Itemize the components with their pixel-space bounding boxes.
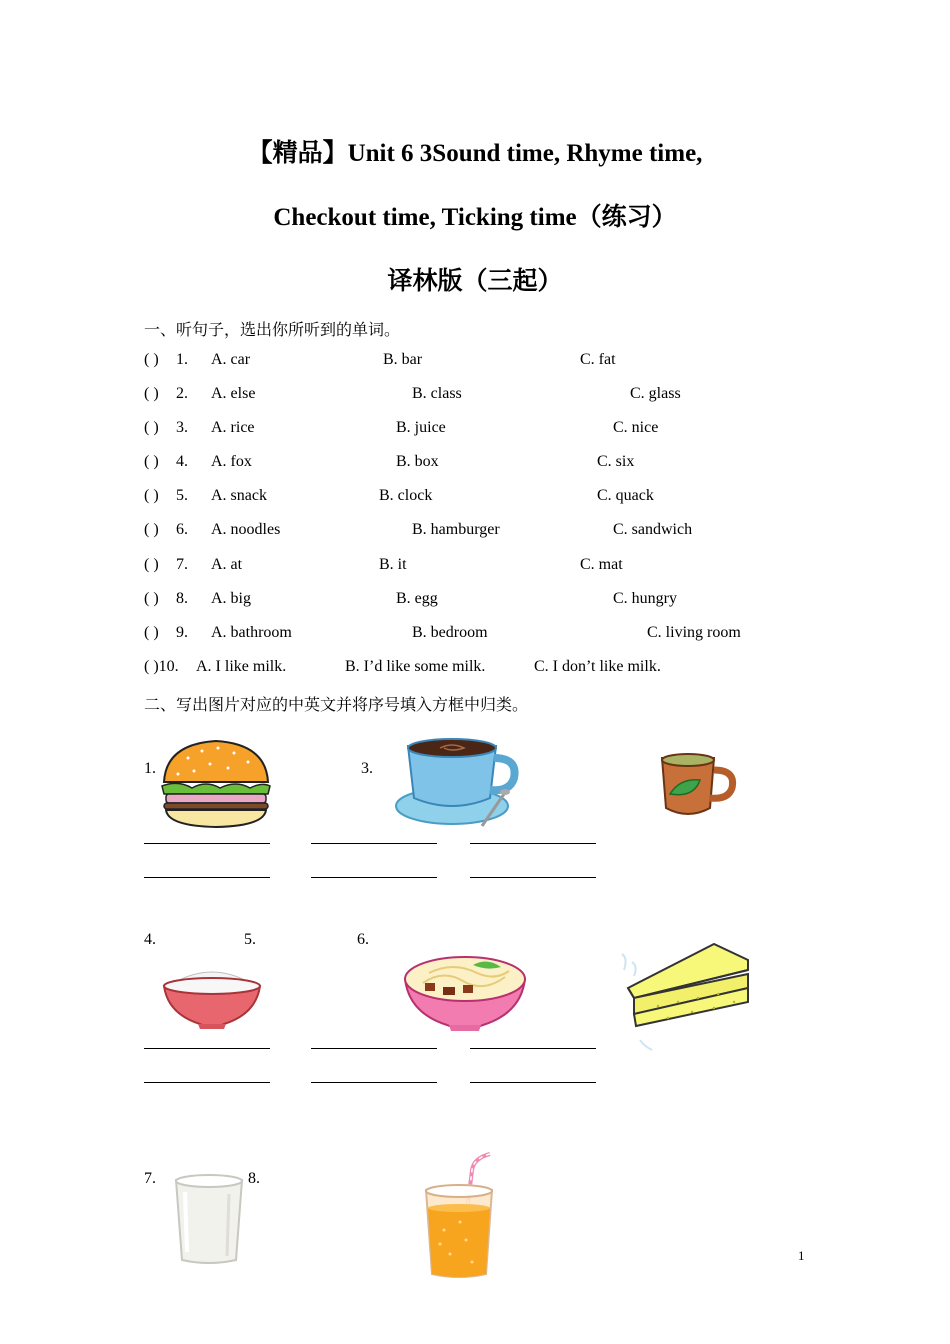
option-a: A. car — [211, 351, 251, 368]
question-number: 6. — [176, 521, 188, 538]
question-row — [0, 419, 950, 443]
option-a: A. snack — [211, 487, 267, 504]
answer-line[interactable] — [311, 1082, 437, 1083]
option-b: B. juice — [396, 419, 446, 436]
answer-bracket[interactable]: ( )10. — [144, 658, 179, 675]
title-line-1: 【精品】Unit 6 3Sound time, Rhyme time, — [247, 140, 703, 167]
answer-bracket[interactable]: ( ) — [144, 351, 159, 368]
option-c: C. sandwich — [613, 521, 693, 538]
option-b: B. hamburger — [412, 521, 500, 538]
option-c: C. nice — [613, 419, 659, 436]
answer-bracket[interactable]: ( ) — [144, 521, 159, 538]
rice-bowl-image — [162, 964, 262, 1030]
option-a: A. noodles — [211, 521, 281, 538]
answer-line[interactable] — [470, 843, 596, 844]
answer-bracket[interactable]: ( ) — [144, 556, 159, 573]
question-row — [0, 624, 950, 648]
title-line-2: Checkout time, Ticking time（练习） — [273, 204, 677, 231]
picture-number-7: 7. — [144, 1170, 156, 1187]
question-row — [0, 521, 950, 545]
question-number: 9. — [176, 624, 188, 641]
option-c: C. six — [597, 453, 635, 470]
section-1-heading: 一、听句子，选出你所听到的单词。 — [144, 320, 401, 339]
answer-line[interactable] — [144, 843, 270, 844]
answer-line[interactable] — [311, 877, 437, 878]
question-row — [0, 385, 950, 409]
option-b: B. clock — [379, 487, 433, 504]
option-a: A. rice — [211, 419, 255, 436]
option-a: A. big — [211, 590, 251, 607]
answer-line[interactable] — [311, 843, 437, 844]
option-a: A. else — [211, 385, 256, 402]
question-number: 7. — [176, 556, 188, 573]
answer-bracket[interactable]: ( ) — [144, 385, 159, 402]
option-a: A. at — [211, 556, 243, 573]
coffee-cup-image — [394, 734, 522, 832]
option-c: C. hungry — [613, 590, 677, 607]
option-c: C. fat — [580, 351, 616, 368]
question-number: 5. — [176, 487, 188, 504]
picture-number-6: 6. — [357, 931, 369, 948]
option-c: C. I don’t like milk. — [534, 658, 661, 675]
answer-line[interactable] — [470, 877, 596, 878]
question-number: 2. — [176, 385, 188, 402]
answer-line[interactable] — [470, 1048, 596, 1049]
question-row — [0, 658, 950, 682]
hamburger-image — [158, 738, 274, 830]
question-number: 1. — [176, 351, 188, 368]
option-c: C. quack — [597, 487, 654, 504]
picture-number-3: 3. — [361, 760, 373, 777]
noodles-bowl-image — [403, 951, 527, 1033]
picture-number-5: 5. — [244, 931, 256, 948]
option-c: C. living room — [647, 624, 741, 641]
answer-line[interactable] — [144, 1082, 270, 1083]
section-2-heading: 二、写出图片对应的中英文并将序号填入方框中归类。 — [144, 695, 529, 714]
answer-bracket[interactable]: ( ) — [144, 487, 159, 504]
question-row — [0, 351, 950, 375]
option-b: B. bedroom — [412, 624, 488, 641]
sandwich-image — [618, 940, 754, 1056]
option-c: C. glass — [630, 385, 681, 402]
question-number: 8. — [176, 590, 188, 607]
question-row — [0, 487, 950, 511]
picture-number-4: 4. — [144, 931, 156, 948]
option-c: C. mat — [580, 556, 623, 573]
page-number: 1 — [798, 1248, 805, 1263]
answer-line[interactable] — [311, 1048, 437, 1049]
answer-bracket[interactable]: ( ) — [144, 590, 159, 607]
picture-number-1: 1. — [144, 760, 156, 777]
question-row — [0, 453, 950, 477]
question-row — [0, 590, 950, 614]
option-b: B. I’d like some milk. — [345, 658, 486, 675]
option-b: B. box — [396, 453, 439, 470]
answer-bracket[interactable]: ( ) — [144, 419, 159, 436]
option-a: A. I like milk. — [196, 658, 287, 675]
option-b: B. class — [412, 385, 462, 402]
question-number: 3. — [176, 419, 188, 436]
answer-bracket[interactable]: ( ) — [144, 453, 159, 470]
milk-glass-image — [173, 1172, 245, 1266]
title-line-3: 译林版（三起） — [387, 268, 563, 295]
orange-juice-image — [420, 1150, 500, 1280]
tea-cup-image — [656, 748, 738, 820]
option-b: B. egg — [396, 590, 438, 607]
answer-line[interactable] — [144, 1048, 270, 1049]
option-b: B. it — [379, 556, 407, 573]
question-row — [0, 556, 950, 580]
option-a: A. bathroom — [211, 624, 292, 641]
answer-bracket[interactable]: ( ) — [144, 624, 159, 641]
option-a: A. fox — [211, 453, 252, 470]
picture-number-8: 8. — [248, 1170, 260, 1187]
answer-line[interactable] — [144, 877, 270, 878]
question-number: 4. — [176, 453, 188, 470]
answer-line[interactable] — [470, 1082, 596, 1083]
option-b: B. bar — [383, 351, 423, 368]
